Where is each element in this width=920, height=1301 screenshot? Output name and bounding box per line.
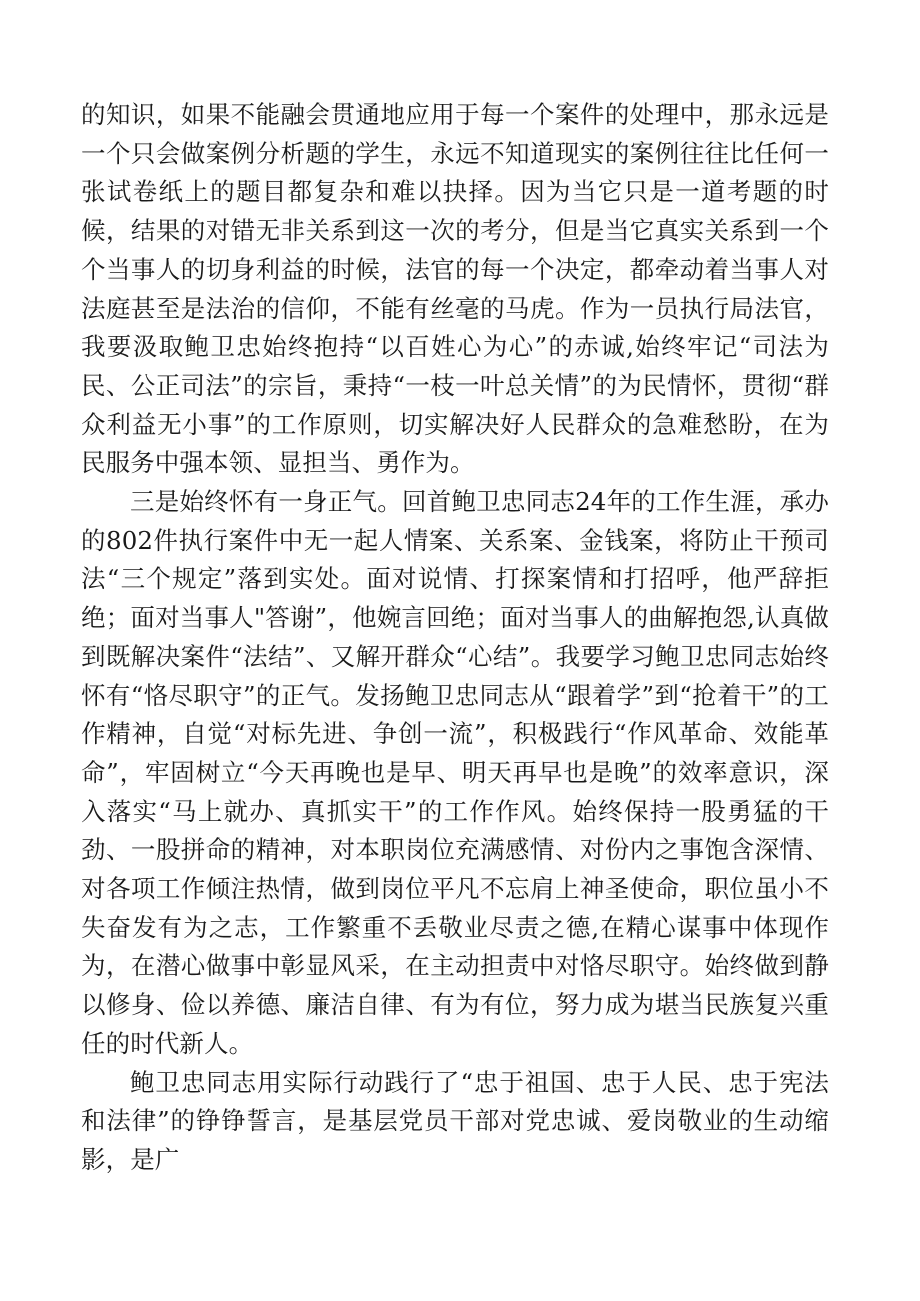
paragraph-2 xyxy=(81,483,829,1064)
paragraph-3 xyxy=(81,1064,829,1180)
paragraph-3-text: 鲍卫忠同志用实际行动践行了“忠于祖国、忠于人民、忠于宪法和法律”的铮铮誓言，是基层党员干部对党忠诚、爱岗敬业的生动缩影，是广 xyxy=(81,1067,829,1174)
paragraph-2-text: 回首鲍卫忠同志24年的工作生涯，承办的802件执行案件中无一起人情案、关系案、金钱案，将防止干预司法“三个规定”落到实处。面对说情、打探案情和打招呼，他严辞拒绝；面对当事人"答谢”，他婉言回绝；面对当事人的曲解抱怨,认真做到既解决案件“法结”、又解开群众“心结”。我要学习鲍卫忠同志始终怀有“恪尽职守”的正气。发扬鲍卫忠同志从“跟着学”到“抢着干”的工作精神，自觉“对标先进、争创一流”，积极践行“作风革命、效能革命”，牢固树立“今天再晚也是早、明天再早也是晚”的效率意识，深入落实“马上就办、真抓实干”的工作作风。始终保持一股勇猛的干劲、一股拼命的精神，对本职岗位充满感情、对份内之事饱含深情、对各项工作倾注热情，做到岗位平凡不忘肩上神圣使命，职位虽小不失奋发有为之志，工作繁重不丢敬业尽责之德,在精心谋事中体现作为，在潜心做事中彰显风采，在主动担责中对恪尽职守。始终做到静以修身、俭以养德、廉洁自律、有为有位，努力成为堪当民族复兴重任的时代新人。 xyxy=(81,487,829,1058)
document-body xyxy=(81,96,829,1180)
paragraph-1-text: 的知识，如果不能融会贯通地应用于每一个案件的处理中，那永远是一个只会做案例分析题的学生，永远不知道现实的案例往往比任何一张试卷纸上的题目都复杂和难以抉择。因为当它只是一道考题的时候，结果的对错无非关系到这一次的考分，但是当它真实关系到一个个当事人的切身利益的时候，法官的每一个决定，都牵动着当事人对法庭甚至是法治的信仰，不能有丝毫的马虎。作为一员执行局法官，我要汲取鲍卫忠始终抱持“以百姓心为心”的赤诚,始终牢记“司法为民、公正司法”的宗旨，秉持“一枝一叶总关情”的为民情怀，贯彻“群众利益无小事”的工作原则，切实解决好人民群众的急难愁盼，在为民服务中强本领、显担当、勇作为。 xyxy=(81,100,829,478)
paragraph-2-lead: 三是始终怀有一身正气。 xyxy=(130,487,402,517)
paragraph-1 xyxy=(81,96,829,483)
